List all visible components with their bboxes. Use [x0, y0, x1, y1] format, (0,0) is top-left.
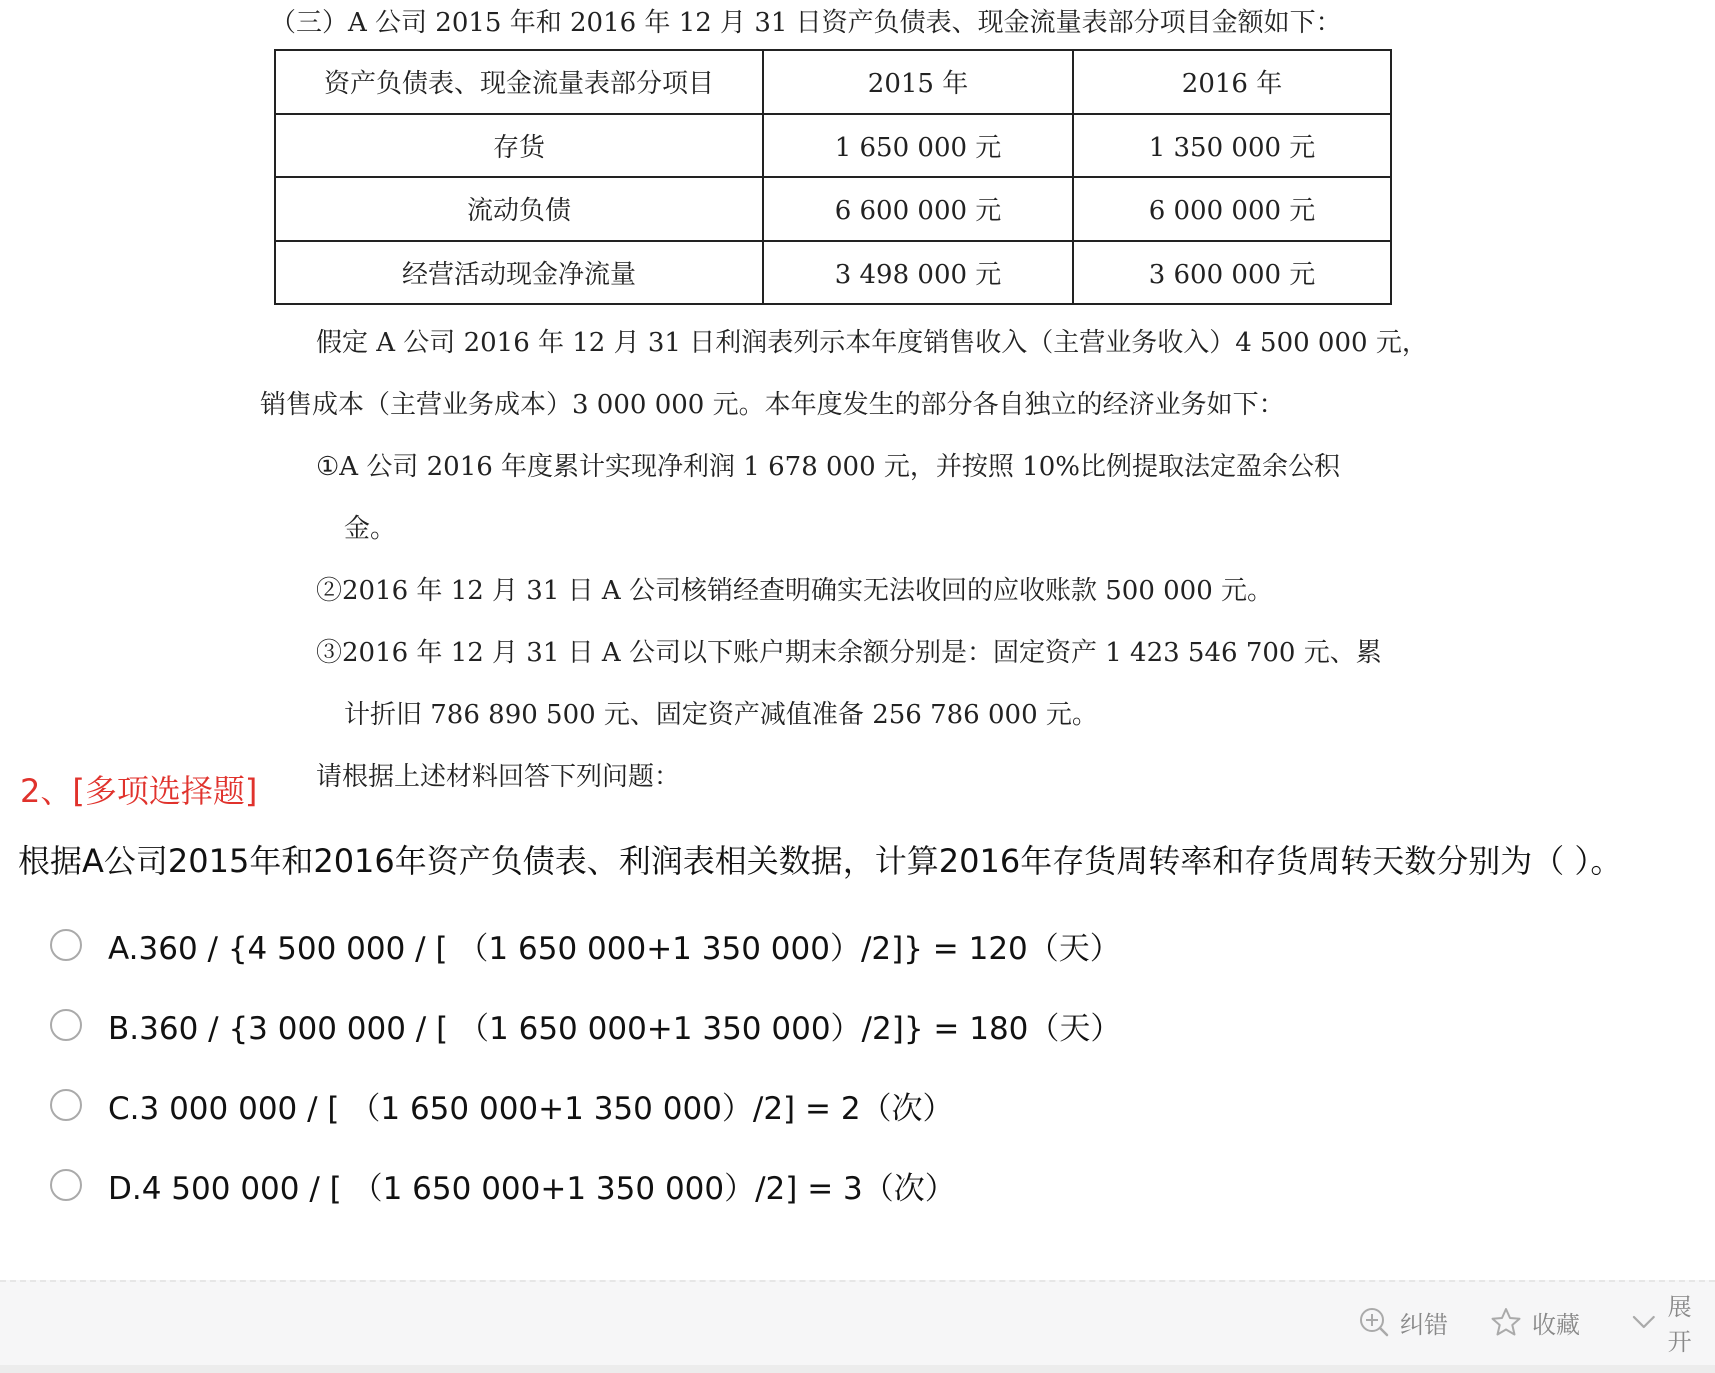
table-cell: 1 350 000 元 — [1073, 114, 1391, 178]
material-heading: （三）A 公司 2015 年和 2016 年 12 月 31 日资产负债表、现金流量表部分项目金额如下： — [270, 8, 1342, 38]
radio-button[interactable] — [50, 1089, 82, 1121]
favorite-label: 收藏 — [1532, 1310, 1580, 1339]
table-cell: 3 498 000 元 — [763, 241, 1073, 305]
star-icon — [1490, 1306, 1522, 1338]
option-label: D.4 500 000 / [ （1 650 000+1 350 000）/2] = 3（次） — [108, 1170, 956, 1207]
material-paragraph: 假定 A 公司 2016 年 12 月 31 日利润表列示本年度销售收入（主营业务收入）4 500 000 元， — [316, 328, 1428, 358]
radio-button[interactable] — [50, 1009, 82, 1041]
report-error-icon — [1358, 1306, 1390, 1338]
footer-bottom-strip — [0, 1365, 1715, 1373]
table-header-cell: 2015 年 — [763, 50, 1073, 114]
option-c[interactable] — [50, 1080, 954, 1130]
table-cell: 经营活动现金净流量 — [275, 241, 763, 305]
radio-button[interactable] — [50, 1169, 82, 1201]
option-d[interactable] — [50, 1160, 956, 1210]
table-cell: 流动负债 — [275, 177, 763, 241]
option-b[interactable] — [50, 1000, 1121, 1050]
expand-button[interactable] — [1630, 1293, 1715, 1356]
table-row — [275, 177, 1391, 241]
material-paragraph: ③2016 年 12 月 31 日 A 公司以下账户期末余额分别是：固定资产 1 423 546 700 元、累 — [316, 638, 1382, 668]
balance-sheet-table — [274, 49, 1392, 305]
material-paragraph: ①A 公司 2016 年度累计实现净利润 1 678 000 元，并按照 10%比例提取法定盈余公积 — [316, 452, 1340, 482]
table-cell: 3 600 000 元 — [1073, 241, 1391, 305]
favorite-button[interactable] — [1490, 1302, 1580, 1342]
option-label: C.3 000 000 / [ （1 650 000+1 350 000）/2] = 2（次） — [108, 1090, 954, 1127]
material-paragraph: 计折旧 786 890 500 元、固定资产减值准备 256 786 000 元。 — [344, 700, 1098, 730]
material-paragraph: 金。 — [344, 514, 397, 544]
question-text: 根据A公司2015年和2016年资产负债表、利润表相关数据，计算2016年存货周转率和存货周转天数分别为（ ）。 — [18, 842, 1623, 880]
table-row — [275, 114, 1391, 178]
option-label: B.360 / {3 000 000 / [ （1 650 000+1 350 000）/2]} = 180（天） — [108, 1010, 1122, 1047]
table-header-row — [275, 50, 1391, 114]
table-cell: 6 600 000 元 — [763, 177, 1073, 241]
table-cell: 存货 — [275, 114, 763, 178]
material-paragraph: ②2016 年 12 月 31 日 A 公司核销经查明确实无法收回的应收账款 500 000 元。 — [316, 576, 1274, 606]
radio-button[interactable] — [50, 929, 82, 961]
material-paragraph: 请根据上述材料回答下列问题： — [316, 762, 681, 792]
question-footer — [0, 1280, 1715, 1373]
expand-label: 展开 — [1667, 1293, 1692, 1356]
table-header-cell: 2016 年 — [1073, 50, 1391, 114]
table-cell: 1 650 000 元 — [763, 114, 1073, 178]
table-cell: 6 000 000 元 — [1073, 177, 1391, 241]
question-type-label: 2、[多项选择题] — [20, 772, 258, 810]
option-a[interactable] — [50, 920, 1121, 970]
chevron-down-icon — [1630, 1308, 1658, 1336]
table-row — [275, 241, 1391, 305]
report-error-button[interactable] — [1358, 1302, 1448, 1342]
option-label: A.360 / {4 500 000 / [ （1 650 000+1 350 000）/2]} = 120（天） — [108, 930, 1121, 967]
material-paragraph: 销售成本（主营业务成本）3 000 000 元。本年度发生的部分各自独立的经济业务如下： — [260, 390, 1285, 420]
table-header-cell: 资产负债表、现金流量表部分项目 — [275, 50, 763, 114]
report-error-label: 纠错 — [1400, 1310, 1448, 1339]
